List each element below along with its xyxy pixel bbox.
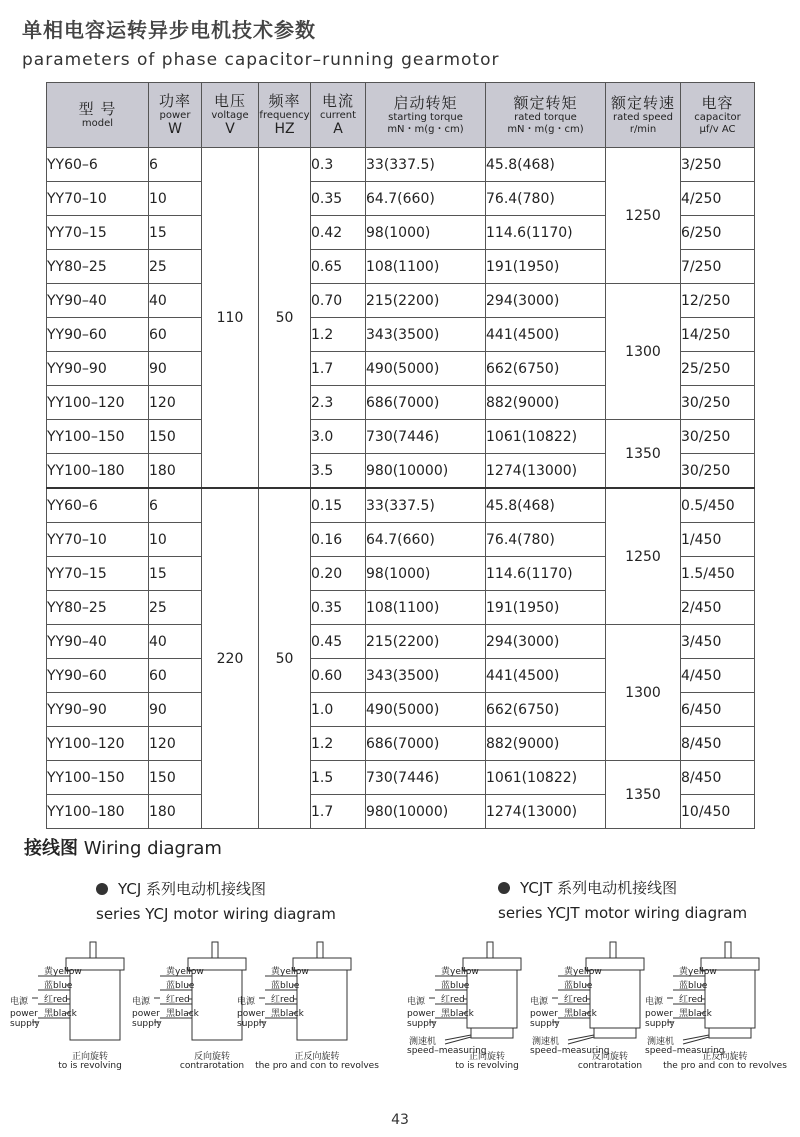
cell-model: YY70–10 xyxy=(47,182,149,216)
cell-power: 25 xyxy=(149,250,202,284)
cell-capacitor: 25/250 xyxy=(681,352,755,386)
power-label-en: power xyxy=(407,1009,435,1019)
table-row xyxy=(47,488,755,523)
page-title-en: parameters of phase capacitor–running gearmotor xyxy=(22,50,500,70)
cell-starting-torque: 686(7000) xyxy=(366,727,486,761)
cell-model: YY100–180 xyxy=(47,454,149,489)
cell-rated-speed: 1350 xyxy=(606,420,681,489)
cell-current: 0.15 xyxy=(311,488,366,523)
cell-starting-torque: 64.7(660) xyxy=(366,182,486,216)
cell-model: YY90–60 xyxy=(47,318,149,352)
diagram-caption-en: the pro and con to revolves xyxy=(255,1061,379,1070)
wire-label-red: 红red xyxy=(564,995,588,1005)
power-label: 电源 xyxy=(407,997,426,1007)
col-current: 电流 current A xyxy=(311,83,366,148)
cell-current: 0.3 xyxy=(311,148,366,182)
cell-capacitor: 30/250 xyxy=(681,454,755,489)
cell-rated-torque: 76.4(780) xyxy=(486,523,606,557)
cell-model: YY100–120 xyxy=(47,727,149,761)
diagram-caption: 反向旋转 xyxy=(591,1052,629,1062)
wire-label-black: 黑black xyxy=(679,1009,712,1019)
wire-label-black: 黑black xyxy=(271,1009,304,1019)
diagram-caption: 正向旋转 xyxy=(468,1052,506,1062)
power-label: 电源 xyxy=(10,997,29,1007)
cell-starting-torque: 730(7446) xyxy=(366,420,486,454)
cell-capacitor: 6/250 xyxy=(681,216,755,250)
speed-measuring-label-en: speed–measuring xyxy=(407,1046,487,1056)
cell-capacitor: 3/450 xyxy=(681,625,755,659)
cell-power: 10 xyxy=(149,523,202,557)
speed-measuring-label-en: speed–measuring xyxy=(530,1046,610,1056)
cell-starting-torque: 686(7000) xyxy=(366,386,486,420)
wire-label-blue: 蓝blue xyxy=(44,981,73,991)
spec-table-body xyxy=(47,148,755,829)
power-label-en: supply xyxy=(645,1019,675,1029)
wire-label-red: 红red xyxy=(271,995,295,1005)
table-row xyxy=(47,284,755,318)
wire-label-yellow: 黄yellow xyxy=(44,967,82,977)
cell-capacitor: 2/450 xyxy=(681,591,755,625)
cell-frequency: 50 xyxy=(259,488,311,829)
cell-model: YY70–10 xyxy=(47,523,149,557)
wire-label-yellow: 黄yellow xyxy=(271,967,309,977)
cell-rated-torque: 882(9000) xyxy=(486,727,606,761)
cell-power: 60 xyxy=(149,659,202,693)
motor-diagram-icon xyxy=(235,940,385,1070)
cell-voltage: 220 xyxy=(202,488,259,829)
cell-capacitor: 3/250 xyxy=(681,148,755,182)
cell-model: YY90–90 xyxy=(47,352,149,386)
page-title-cn: 单相电容运转异步电机技术参数 xyxy=(22,18,316,42)
power-label-en: supply xyxy=(237,1019,267,1029)
cell-current: 3.0 xyxy=(311,420,366,454)
series-ycjt-title: YCJT 系列电动机接线图 series YCJT motor wiring diagram xyxy=(498,879,748,922)
wire-label-yellow: 黄yellow xyxy=(166,967,204,977)
col-capacitor: 电容 capacitor μf/v AC xyxy=(681,83,755,148)
cell-current: 1.7 xyxy=(311,352,366,386)
cell-model: YY80–25 xyxy=(47,250,149,284)
wire-label-blue: 蓝blue xyxy=(679,981,708,991)
cell-current: 0.42 xyxy=(311,216,366,250)
cell-capacitor: 4/450 xyxy=(681,659,755,693)
cell-current: 1.0 xyxy=(311,693,366,727)
cell-capacitor: 30/250 xyxy=(681,420,755,454)
cell-capacitor: 1.5/450 xyxy=(681,557,755,591)
wiring-diagram xyxy=(643,940,793,1070)
cell-starting-torque: 33(337.5) xyxy=(366,488,486,523)
cell-model: YY60–6 xyxy=(47,488,149,523)
cell-current: 0.45 xyxy=(311,625,366,659)
power-label: 电源 xyxy=(237,997,256,1007)
cell-power: 90 xyxy=(149,693,202,727)
wire-label-blue: 蓝blue xyxy=(166,981,195,991)
cell-starting-torque: 215(2200) xyxy=(366,284,486,318)
wiring-diagram xyxy=(235,940,385,1070)
cell-starting-torque: 343(3500) xyxy=(366,318,486,352)
cell-model: YY90–40 xyxy=(47,625,149,659)
wire-label-blue: 蓝blue xyxy=(271,981,300,991)
cell-starting-torque: 980(10000) xyxy=(366,454,486,489)
cell-rated-speed: 1350 xyxy=(606,761,681,829)
cell-starting-torque: 64.7(660) xyxy=(366,523,486,557)
cell-frequency: 50 xyxy=(259,148,311,489)
power-label-en: supply xyxy=(530,1019,560,1029)
cell-capacitor: 14/250 xyxy=(681,318,755,352)
cell-current: 1.5 xyxy=(311,761,366,795)
cell-capacitor: 7/250 xyxy=(681,250,755,284)
cell-starting-torque: 730(7446) xyxy=(366,761,486,795)
power-label-en: supply xyxy=(132,1019,162,1029)
cell-model: YY100–120 xyxy=(47,386,149,420)
col-power: 功率 power W xyxy=(149,83,202,148)
power-label-en: power xyxy=(645,1009,673,1019)
wire-label-yellow: 黄yellow xyxy=(679,967,717,977)
cell-current: 0.16 xyxy=(311,523,366,557)
diagram-caption-en: the pro and con to revolves xyxy=(663,1061,787,1070)
cell-power: 120 xyxy=(149,727,202,761)
power-label: 电源 xyxy=(645,997,664,1007)
power-label-en: power xyxy=(237,1009,265,1019)
cell-rated-torque: 294(3000) xyxy=(486,284,606,318)
cell-capacitor: 6/450 xyxy=(681,693,755,727)
power-label-en: supply xyxy=(407,1019,437,1029)
power-label-en: power xyxy=(132,1009,160,1019)
wire-label-yellow: 黄yellow xyxy=(564,967,602,977)
cell-power: 150 xyxy=(149,420,202,454)
cell-rated-torque: 191(1950) xyxy=(486,250,606,284)
cell-power: 150 xyxy=(149,761,202,795)
power-label-en: power xyxy=(530,1009,558,1019)
cell-rated-torque: 441(4500) xyxy=(486,659,606,693)
cell-rated-torque: 662(6750) xyxy=(486,352,606,386)
cell-power: 40 xyxy=(149,625,202,659)
wire-label-red: 红red xyxy=(441,995,465,1005)
cell-power: 25 xyxy=(149,591,202,625)
cell-rated-torque: 114.6(1170) xyxy=(486,216,606,250)
cell-starting-torque: 98(1000) xyxy=(366,557,486,591)
cell-model: YY90–40 xyxy=(47,284,149,318)
cell-starting-torque: 108(1100) xyxy=(366,250,486,284)
cell-starting-torque: 33(337.5) xyxy=(366,148,486,182)
diagram-caption: 反向旋转 xyxy=(193,1052,231,1062)
cell-starting-torque: 215(2200) xyxy=(366,625,486,659)
cell-current: 0.35 xyxy=(311,591,366,625)
cell-rated-torque: 45.8(468) xyxy=(486,488,606,523)
power-label: 电源 xyxy=(132,997,151,1007)
table-row xyxy=(47,420,755,454)
table-header-row xyxy=(47,83,755,148)
cell-starting-torque: 98(1000) xyxy=(366,216,486,250)
cell-model: YY70–15 xyxy=(47,216,149,250)
diagram-caption: 正反向旋转 xyxy=(294,1052,340,1062)
col-starting-torque: 启动转矩 starting torque mN・m(g・cm) xyxy=(366,83,486,148)
cell-rated-speed: 1300 xyxy=(606,625,681,761)
cell-rated-torque: 662(6750) xyxy=(486,693,606,727)
wire-label-black: 黑black xyxy=(166,1009,199,1019)
cell-capacitor: 4/250 xyxy=(681,182,755,216)
wire-label-red: 红red xyxy=(166,995,190,1005)
cell-capacitor: 10/450 xyxy=(681,795,755,829)
cell-model: YY100–180 xyxy=(47,795,149,829)
wire-label-red: 红red xyxy=(44,995,68,1005)
cell-power: 90 xyxy=(149,352,202,386)
cell-power: 40 xyxy=(149,284,202,318)
cell-capacitor: 30/250 xyxy=(681,386,755,420)
power-label: 电源 xyxy=(530,997,549,1007)
col-model: 型 号 model xyxy=(47,83,149,148)
col-rated-speed: 额定转速 rated speed r/min xyxy=(606,83,681,148)
power-label-en: supply xyxy=(10,1019,40,1029)
cell-current: 0.20 xyxy=(311,557,366,591)
speed-measuring-label-en: speed–measuring xyxy=(645,1046,725,1056)
cell-voltage: 110 xyxy=(202,148,259,489)
col-frequency: 频率 frequency HZ xyxy=(259,83,311,148)
speed-measuring-label: 测速机 xyxy=(409,1037,437,1047)
spec-table xyxy=(46,82,755,829)
cell-power: 60 xyxy=(149,318,202,352)
bullet-icon xyxy=(498,882,510,894)
cell-rated-torque: 76.4(780) xyxy=(486,182,606,216)
diagram-caption: 正向旋转 xyxy=(71,1052,109,1062)
cell-current: 0.65 xyxy=(311,250,366,284)
cell-rated-torque: 1061(10822) xyxy=(486,420,606,454)
cell-power: 180 xyxy=(149,795,202,829)
cell-current: 1.7 xyxy=(311,795,366,829)
cell-model: YY100–150 xyxy=(47,761,149,795)
table-row xyxy=(47,148,755,182)
cell-model: YY60–6 xyxy=(47,148,149,182)
cell-current: 1.2 xyxy=(311,727,366,761)
cell-rated-torque: 294(3000) xyxy=(486,625,606,659)
wire-label-blue: 蓝blue xyxy=(564,981,593,991)
cell-capacitor: 0.5/450 xyxy=(681,488,755,523)
speed-measuring-label: 测速机 xyxy=(647,1037,675,1047)
cell-power: 10 xyxy=(149,182,202,216)
power-label-en: power xyxy=(10,1009,38,1019)
col-rated-torque: 额定转矩 rated torque mN・m(g・cm) xyxy=(486,83,606,148)
bullet-icon xyxy=(96,883,108,895)
cell-model: YY70–15 xyxy=(47,557,149,591)
diagram-caption-en: to is revolving xyxy=(455,1061,519,1070)
cell-rated-torque: 1061(10822) xyxy=(486,761,606,795)
col-voltage: 电压 voltage V xyxy=(202,83,259,148)
cell-current: 1.2 xyxy=(311,318,366,352)
cell-power: 120 xyxy=(149,386,202,420)
cell-current: 0.60 xyxy=(311,659,366,693)
diagram-caption-en: to is revolving xyxy=(58,1061,122,1070)
cell-power: 6 xyxy=(149,488,202,523)
diagram-caption: 正反向旋转 xyxy=(702,1052,748,1062)
wire-label-red: 红red xyxy=(679,995,703,1005)
table-row xyxy=(47,761,755,795)
cell-current: 3.5 xyxy=(311,454,366,489)
cell-model: YY100–150 xyxy=(47,420,149,454)
diagram-caption-en: contrarotation xyxy=(577,1061,643,1070)
cell-rated-speed: 1250 xyxy=(606,488,681,625)
cell-current: 0.35 xyxy=(311,182,366,216)
cell-starting-torque: 490(5000) xyxy=(366,693,486,727)
cell-power: 15 xyxy=(149,557,202,591)
cell-starting-torque: 108(1100) xyxy=(366,591,486,625)
cell-rated-speed: 1300 xyxy=(606,284,681,420)
cell-rated-torque: 441(4500) xyxy=(486,318,606,352)
cell-rated-speed: 1250 xyxy=(606,148,681,284)
motor-diagram-icon xyxy=(643,940,793,1070)
cell-rated-torque: 191(1950) xyxy=(486,591,606,625)
wiring-section-title: 接线图 Wiring diagram xyxy=(24,838,222,859)
cell-model: YY80–25 xyxy=(47,591,149,625)
cell-capacitor: 8/450 xyxy=(681,761,755,795)
cell-capacitor: 1/450 xyxy=(681,523,755,557)
wire-label-black: 黑black xyxy=(44,1009,77,1019)
cell-model: YY90–90 xyxy=(47,693,149,727)
cell-current: 2.3 xyxy=(311,386,366,420)
cell-capacitor: 12/250 xyxy=(681,284,755,318)
speed-measuring-label: 测速机 xyxy=(532,1037,560,1047)
cell-model: YY90–60 xyxy=(47,659,149,693)
wire-label-yellow: 黄yellow xyxy=(441,967,479,977)
cell-capacitor: 8/450 xyxy=(681,727,755,761)
cell-power: 15 xyxy=(149,216,202,250)
cell-rated-torque: 1274(13000) xyxy=(486,454,606,489)
cell-starting-torque: 343(3500) xyxy=(366,659,486,693)
series-ycj-title: YCJ 系列电动机接线图 series YCJ motor wiring diagram xyxy=(96,880,336,923)
cell-rated-torque: 45.8(468) xyxy=(486,148,606,182)
page-number: 43 xyxy=(391,1112,409,1128)
cell-rated-torque: 1274(13000) xyxy=(486,795,606,829)
wire-label-black: 黑black xyxy=(564,1009,597,1019)
cell-rated-torque: 882(9000) xyxy=(486,386,606,420)
cell-starting-torque: 490(5000) xyxy=(366,352,486,386)
cell-rated-torque: 114.6(1170) xyxy=(486,557,606,591)
wire-label-blue: 蓝blue xyxy=(441,981,470,991)
cell-starting-torque: 980(10000) xyxy=(366,795,486,829)
wire-label-black: 黑black xyxy=(441,1009,474,1019)
cell-power: 6 xyxy=(149,148,202,182)
cell-current: 0.70 xyxy=(311,284,366,318)
diagram-caption-en: contrarotation xyxy=(179,1061,245,1070)
cell-power: 180 xyxy=(149,454,202,489)
table-row xyxy=(47,625,755,659)
